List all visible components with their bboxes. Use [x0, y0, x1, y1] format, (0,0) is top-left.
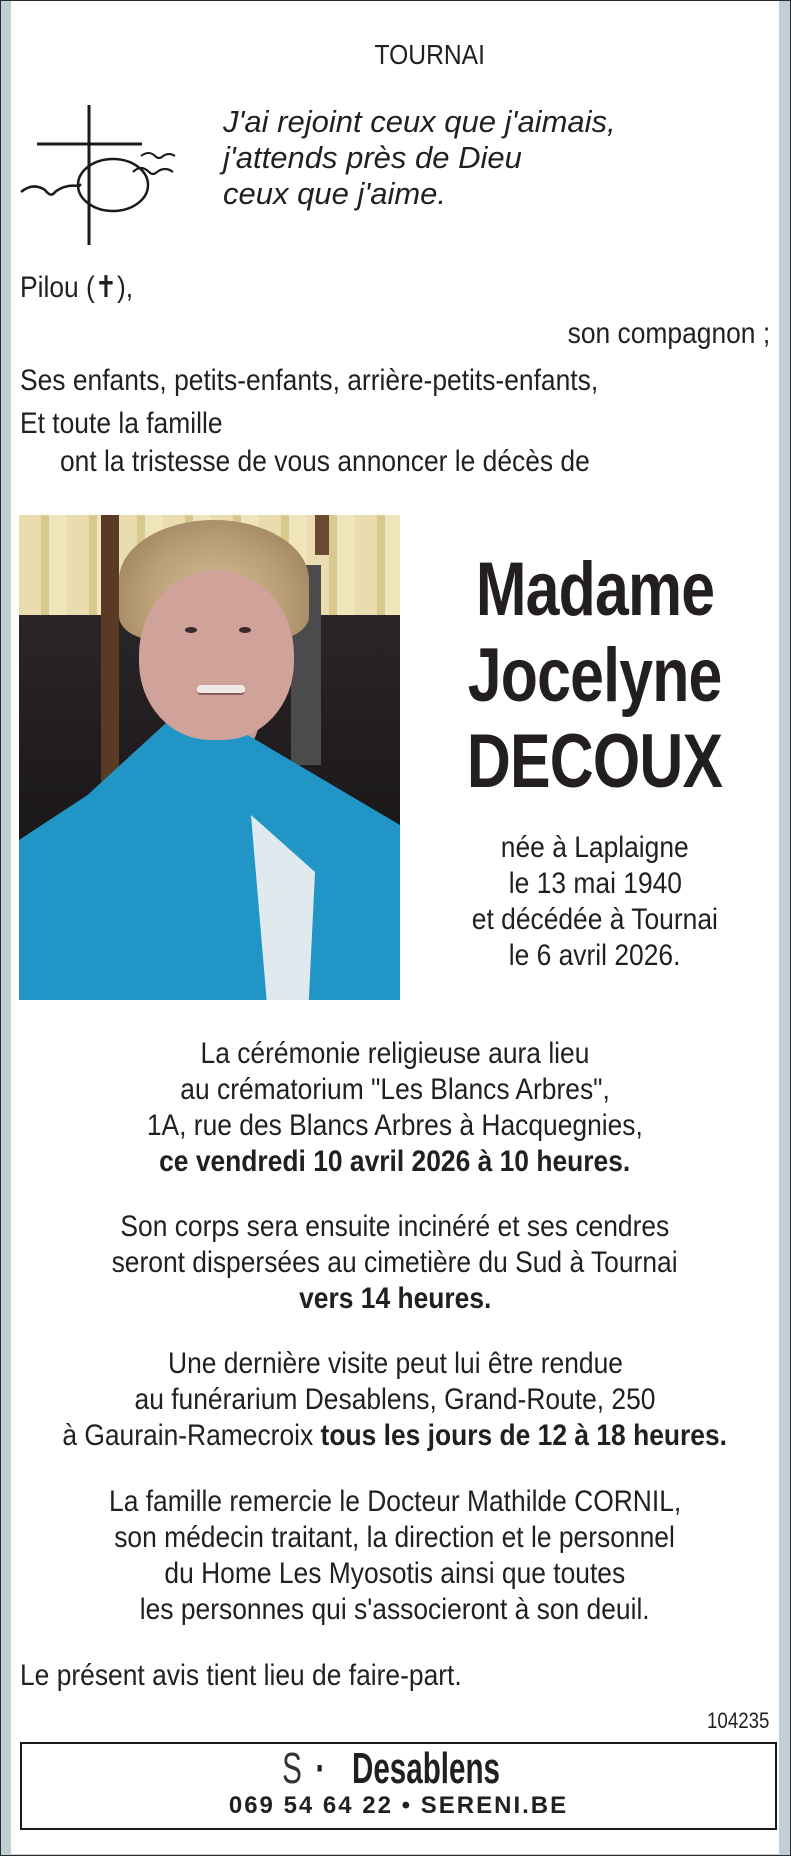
photo-pole	[315, 515, 329, 555]
thanks-line: les personnes qui s'associeront à son deuil.	[140, 1593, 650, 1626]
cremation-time: vers 14 heures.	[298, 1282, 492, 1315]
birth-place: née à Laplaigne	[501, 831, 689, 864]
family-all	[20, 406, 250, 442]
poem-line: J'ai rejoint ceux que j'aimais,	[223, 104, 616, 139]
visit-line: au funérarium Desablens, Grand-Route, 250	[134, 1383, 656, 1416]
death-date: le 6 avril 2026.	[509, 939, 681, 972]
portrait-photo	[19, 515, 400, 1000]
cremation-info	[11, 1209, 779, 1317]
family-line: Pilou (✝),	[20, 271, 134, 304]
funeral-home-contact	[22, 1792, 775, 1820]
family-companion	[540, 316, 770, 352]
family-line: Et toute la famille	[20, 407, 223, 440]
death-place: et décédée à Tournai	[471, 903, 719, 936]
reference-number	[696, 1708, 769, 1734]
visit-info	[11, 1346, 779, 1454]
photo-eye	[185, 627, 197, 633]
cross-sun-birds-icon	[15, 100, 185, 250]
deceased-first-name: Jocelyne	[468, 633, 722, 718]
deceased-title: Madame	[475, 547, 715, 632]
poem-line: ceux que j'aime.	[223, 176, 447, 211]
ceremony-line: La cérémonie religieuse aura lieu	[200, 1037, 590, 1070]
family-line: ont la tristesse de vous annoncer le décès de	[60, 445, 590, 478]
ceremony-line: au crématorium "Les Blancs Arbres",	[180, 1073, 610, 1106]
brand-name: Desablens	[352, 1744, 501, 1793]
deceased-last-name: DECOUX	[467, 719, 723, 804]
family-pilou	[20, 270, 149, 306]
city-text: TOURNAI	[374, 39, 486, 70]
birth-date: le 13 mai 1940	[508, 867, 682, 900]
cremation-line: seront dispersées au cimetière du Sud à Tournai	[112, 1246, 678, 1279]
visit-line: à Gaurain-Ramecroix	[62, 1419, 321, 1452]
family-line: Ses enfants, petits-enfants, arrière-petits-enfants,	[20, 364, 599, 397]
brand-separator: ·	[315, 1744, 326, 1793]
photo-eye	[239, 627, 251, 633]
family-announcement	[60, 444, 662, 480]
ceremony-line: 1A, rue des Blancs Arbres à Hacquegnies,	[146, 1109, 644, 1142]
visit-hours: tous les jours de 12 à 18 heures.	[320, 1419, 728, 1452]
photo-pole	[101, 515, 119, 795]
notice-line: Le présent avis tient lieu de faire-part.	[20, 1659, 462, 1692]
deceased-name	[400, 547, 790, 805]
funeral-home-brand	[22, 1746, 775, 1792]
notice-text	[20, 1658, 522, 1694]
thanks-line: son médecin traitant, la direction et le personnel	[114, 1521, 676, 1554]
phone-number: 069 54 64 22	[228, 1792, 393, 1819]
reference-text: 104235	[706, 1708, 769, 1733]
funeral-home-box	[20, 1742, 777, 1830]
birth-death-info	[400, 830, 790, 974]
poem	[223, 104, 616, 212]
thanks-info	[11, 1484, 779, 1628]
cremation-line: Son corps sera ensuite incinéré et ses cendres	[120, 1210, 670, 1243]
thanks-line: du Home Les Myosotis ainsi que toutes	[164, 1557, 626, 1590]
family-children	[20, 363, 677, 399]
website-link: SERENI.BE	[420, 1792, 569, 1819]
ceremony-datetime: ce vendredi 10 avril 2026 à 10 heures.	[159, 1145, 631, 1178]
visit-line: Une dernière visite peut lui être rendue	[167, 1347, 623, 1380]
photo-face	[139, 570, 294, 740]
photo-mouth	[197, 685, 245, 695]
family-line: son compagnon ;	[567, 317, 770, 350]
brand-logo-mark: S	[282, 1744, 303, 1793]
thanks-line: La famille remercie le Docteur Mathilde CORNIL,	[108, 1485, 682, 1518]
city-heading	[60, 40, 791, 70]
ceremony-info	[11, 1036, 779, 1180]
contact-separator: •	[401, 1792, 413, 1819]
poem-line: j'attends près de Dieu	[223, 140, 522, 175]
